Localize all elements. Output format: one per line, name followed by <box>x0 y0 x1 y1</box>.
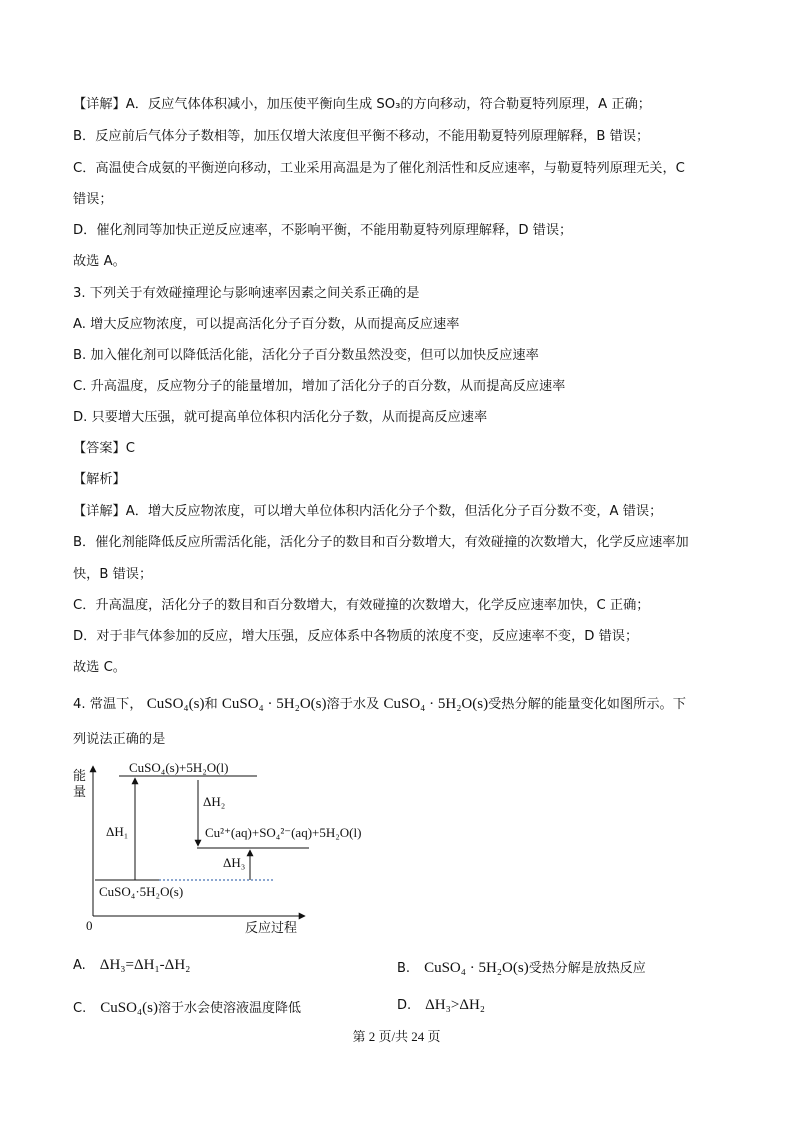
formula-cuso4-5h2o: CuSO₄ · 5H₂O(s) <box>383 696 489 712</box>
dh1-label: ΔH₁ <box>106 824 129 839</box>
mid-level-label: Cu²⁺(aq)+SO₄²⁻(aq)+5H₂O(l) <box>205 825 362 840</box>
question-3-option-a: A. 增大反应物浓度，可以提高活化分子百分数，从而提高反应速率 <box>73 317 460 332</box>
page-footer: 第 2 页/共 24 页 <box>352 1029 441 1044</box>
option-letter: D. <box>397 998 412 1013</box>
option-letter: B. <box>397 961 411 976</box>
detail-line: D．催化剂同等加快正逆反应速率，不影响平衡，不能用勒夏特列原理解释，D 错误； <box>73 223 573 238</box>
origin-label: 0 <box>86 918 93 933</box>
option-formula: CuSO₄(s) <box>100 1000 158 1016</box>
question-3-answer: 【答案】C <box>73 441 135 456</box>
y-axis-label: 量 <box>73 785 87 800</box>
option-letter: A. <box>73 958 86 973</box>
detail-line: C．升高温度，活化分子的数目和百分数增大，有效碰撞的次数增大，化学反应速率加快，C 正确； <box>73 598 650 613</box>
option-text: 溶于水会使溶液温度降低 <box>157 1001 301 1016</box>
detail-line: 错误； <box>73 192 113 207</box>
formula-cuso4: CuSO₄(s) <box>146 696 205 712</box>
bottom-level-label: CuSO₄·5H₂O(s) <box>99 884 184 899</box>
stem-text: 溶于水及 <box>326 697 380 712</box>
question-3-option-d: D. 只要增大压强，就可提高单位体积内活化分子数，从而提高反应速率 <box>73 410 488 425</box>
question-4-number: 4. 常温下， <box>73 697 143 712</box>
detail-line: C．高温使合成氨的平衡逆向移动，工业采用高温是为了催化剂活性和反应速率，与勒夏特列原理无关，C <box>73 161 685 176</box>
question-3-stem: 3. 下列关于有效碰撞理论与影响速率因素之间关系正确的是 <box>73 286 420 301</box>
detail-line: 【详解】A．反应气体体积减小，加压使平衡向生成 SO₃的方向移动，符合勒夏特列原理，A 正确； <box>73 97 651 112</box>
option-text: 受热分解是放热反应 <box>528 961 646 976</box>
question-4-option-d <box>397 997 485 1014</box>
option-letter: C. <box>73 1001 87 1016</box>
question-4-stem-line2: 列说法正确的是 <box>73 732 166 747</box>
question-3-option-c: C. 升高温度，反应物分子的能量增加，增加了活化分子的百分数，从而提高反应速率 <box>73 379 566 394</box>
option-formula: ΔH₃=ΔH₁-ΔH₂ <box>99 957 191 973</box>
stem-text: 受热分解的能量变化如图所示。下 <box>488 697 686 712</box>
detail-line: 【详解】A．增大反应物浓度，可以增大单位体积内活化分子个数，但活化分子百分数不变，A 错误； <box>73 504 663 519</box>
detail-line: B．反应前后气体分子数相等，加压仅增大浓度但平衡不移动，不能用勒夏特列原理解释，B 错误； <box>73 129 650 144</box>
option-formula: CuSO₄ · 5H₂O(s) <box>424 960 529 976</box>
energy-diagram <box>73 756 362 936</box>
detail-line: 快，B 错误； <box>73 567 153 582</box>
question-4-option-a <box>73 957 190 974</box>
y-axis-label: 能 <box>73 769 87 784</box>
question-4-option-b <box>397 957 646 977</box>
option-formula: ΔH₃>ΔH₂ <box>425 997 486 1013</box>
top-level-label: CuSO₄(s)+5H₂O(l) <box>129 760 229 775</box>
detail-line: D．对于非气体参加的反应，增大压强，反应体系中各物质的浓度不变，反应速率不变，D 错误； <box>73 629 639 644</box>
question-4-stem <box>73 695 686 714</box>
question-3-option-b: B. 加入催化剂可以降低活化能，活化分子百分数虽然没变，但可以加快反应速率 <box>73 348 539 363</box>
dh3-label: ΔH₃ <box>223 855 246 870</box>
stem-text: 和 <box>204 697 218 712</box>
detail-line: B．催化剂能降低反应所需活化能，活化分子的数目和百分数增大，有效碰撞的次数增大，化学反应速率加 <box>73 535 689 550</box>
dh2-label: ΔH₂ <box>203 794 226 809</box>
detail-line: 故选 C。 <box>73 660 126 675</box>
formula-cuso4-5h2o: CuSO₄ · 5H₂O(s) <box>221 696 327 712</box>
detail-line: 故选 A。 <box>73 254 126 269</box>
question-4-option-c <box>73 997 301 1017</box>
x-axis-label: 反应过程 <box>245 921 298 936</box>
question-3-analysis: 【解析】 <box>73 472 126 487</box>
